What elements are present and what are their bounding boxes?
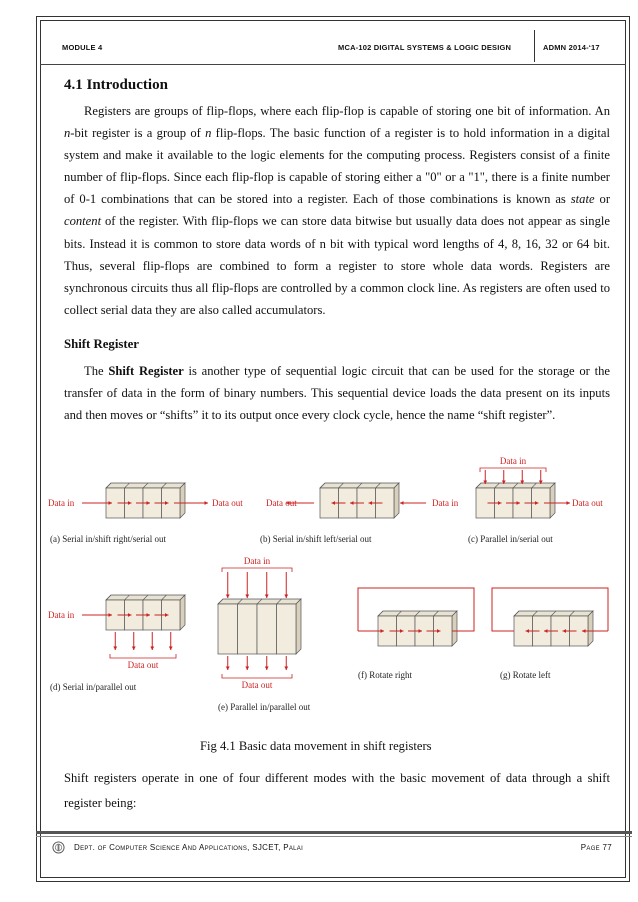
reg-e-cell-3 [277, 604, 297, 654]
reg-e-bottom-bracket [222, 674, 292, 678]
reg-e-in-arrow-0-head [226, 594, 230, 598]
reg-c-data-in-label: Data in [499, 456, 527, 466]
header-course: MCA-102 DIGITAL SYSTEMS & LOGIC DESIGN [338, 43, 512, 52]
figure-caption [200, 739, 432, 754]
college-logo-icon [52, 841, 65, 854]
reg-a-side [180, 483, 185, 518]
reg-e-out-arrow-1-head [245, 666, 249, 670]
figure-caption-prefix: Fig 4.1 [200, 739, 236, 753]
reg-b-data-out-label: Data out [266, 498, 297, 508]
footer-department: Dept. of Computer Science And Applications, SJCET, Palai [74, 843, 304, 852]
reg-a-data-in-label: Data in [48, 498, 75, 508]
reg-a-data-out-label: Data out [212, 498, 243, 508]
shift-register-paragraph: The Shift Register is another type of sequential logic circuit that can be used for the storage or the transfer of data in the form of binary numbers. This sequential device loads the data present on its inputs and then moves or “shifts” it to its output once every clock cycle, hence the name “shift register”. [64, 363, 610, 423]
reg-d-data-out-label: Data out [127, 660, 159, 670]
reg-e-side [296, 599, 301, 654]
modes-paragraph: Shift registers operate in one of four different modes with the basic movement of data through a shift register being: [64, 771, 610, 810]
caption-b: (b) Serial in/shift left/serial out [260, 534, 372, 544]
page-header [40, 26, 618, 64]
reg-d-out-arrow-2-head [150, 646, 154, 650]
intro-paragraph: Registers are groups of flip-flops, where each flip-flop is capable of storing one bit of information. An n-bit register is a group of n flip-flops. The basic function of a register is to hold information in a digital system and make it available to the logic elements for the computing process. Registers consist of a finite number of flip-flops. Since each flip-flop is capable of storing either a "0" or a "1", there is a finite number of 0-1 combinations that can be stored into a register. Each of those combinations is known as state or content of the register. With flip-flops we can store data bitwise but usually data does not appear as single bits. Instead it is common to store data words of n bit with typical word lengths of 4, 8, 16, 32 or 64 bit. Thus, several flip-flops are combined to form a register to store whole data words. Registers are synchronous circuits thus all flip-flops are controlled by a common clock line. As registers are often used to collect serial data they are also called accumulators. [64, 104, 611, 317]
section-title: 4.1 Introduction [64, 77, 168, 93]
reg-d-out-arrow-0-head [113, 646, 117, 650]
reg-e-cell-0 [218, 604, 238, 654]
reg-b-side [394, 483, 399, 518]
reg-e-out-arrow-3-head [284, 666, 288, 670]
reg-b-data-in-label: Data in [432, 498, 459, 508]
shift-register-diagram [44, 444, 610, 714]
reg-c-out-arrow-head [566, 501, 570, 505]
reg-d-bracket [110, 654, 176, 658]
caption-c: (c) Parallel in/serial out [468, 534, 553, 544]
reg-f-side [452, 611, 457, 646]
shift-register-heading: Shift Register [64, 336, 139, 351]
caption-d: (d) Serial in/parallel out [50, 682, 137, 692]
footer-divider [36, 831, 632, 834]
reg-e-out-arrow-0-head [226, 666, 230, 670]
reg-e-cell-1 [238, 604, 258, 654]
reg-e-cell-2 [257, 604, 277, 654]
reg-e-top-bracket [222, 568, 292, 572]
caption-g: (g) Rotate left [500, 670, 551, 680]
reg-d-out-arrow-1-head [132, 646, 136, 650]
header-admn: ADMN 2014-‘17 [534, 30, 600, 62]
shift-register-figure [44, 444, 610, 714]
main-content [64, 74, 610, 426]
reg-b-in-arrow-head [400, 501, 404, 505]
reg-c-side [550, 483, 555, 518]
reg-e-in-arrow-1-head [245, 594, 249, 598]
reg-e-data-out-label: Data out [241, 680, 273, 690]
reg-d-side [180, 595, 185, 630]
reg-e-out-arrow-2-head [265, 666, 269, 670]
page-footer [44, 840, 618, 860]
footer-divider-thin [36, 836, 632, 837]
reg-e-in-arrow-2-head [265, 594, 269, 598]
header-module: MODULE 4 [62, 43, 103, 52]
footer-page-number: Page 77 [580, 843, 612, 852]
reg-d-data-in-label: Data in [48, 610, 75, 620]
caption-f: (f) Rotate right [358, 670, 412, 680]
reg-g-side [588, 611, 593, 646]
reg-c-data-out-label: Data out [572, 498, 603, 508]
figure-caption-text: Basic data movement in shift registers [238, 739, 432, 753]
reg-c-bracket [480, 468, 546, 472]
reg-e-data-in-label: Data in [243, 556, 271, 566]
caption-e: (e) Parallel in/parallel out [218, 702, 311, 712]
reg-e-in-arrow-3-head [284, 594, 288, 598]
caption-a: (a) Serial in/shift right/serial out [50, 534, 166, 544]
header-divider [40, 64, 626, 65]
reg-d-out-arrow-3-head [169, 646, 173, 650]
reg-a-out-arrow-head [204, 501, 208, 505]
